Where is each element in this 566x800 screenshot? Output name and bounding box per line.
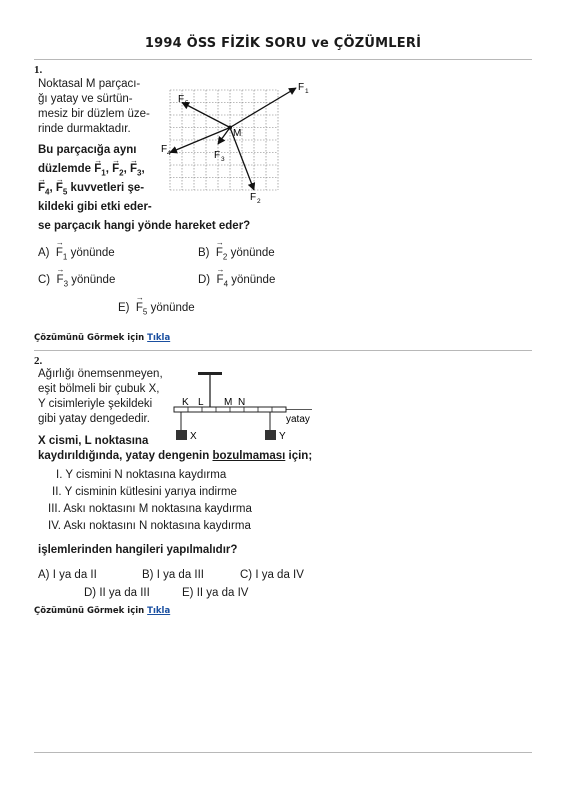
q2-lever-diagram bbox=[170, 366, 320, 446]
q1-question-line-4: kildeki gibi etki eder- bbox=[38, 201, 152, 213]
q2-intro-line-2: eşit bölmeli bir çubuk X, bbox=[38, 383, 160, 395]
q2-intro-line-3: Y cisimleriyle şekildeki bbox=[38, 398, 153, 410]
label-yatay: yatay bbox=[286, 414, 310, 425]
q2-question-line-2: kaydırıldığında, yatay dengenin bozulmaması için; bbox=[38, 450, 313, 462]
q1-intro-line-1: Noktasal M parçacı- bbox=[38, 78, 141, 90]
q2-solution-line: Çözümünü Görmek için Tıkla bbox=[34, 606, 171, 616]
label-x: X bbox=[190, 431, 197, 442]
q1-question-line-1: Bu parçacığa aynı bbox=[38, 144, 137, 156]
q1-option-b: $B) \to F_2$ yönünde bbox=[198, 247, 275, 261]
q2-item-2: II. Y cisminin kütlesini yarıya indirme bbox=[52, 486, 237, 498]
label-f5: F bbox=[178, 94, 185, 105]
q2-item-1: I. Y cismini N noktasına kaydırma bbox=[56, 469, 227, 481]
q2-solution-link[interactable]: Tıkla bbox=[147, 606, 171, 616]
question-1-number: 1. bbox=[34, 64, 43, 76]
q1-intro-line-2: ğı yatay ve sürtün- bbox=[38, 93, 133, 105]
q2-option-a: A) I ya da II bbox=[38, 569, 97, 581]
label-f3-sub: 3 bbox=[221, 156, 225, 163]
label-f4: F bbox=[161, 144, 168, 155]
q2-question-line-3: işlemlerinden hangileri yapılmalıdır? bbox=[38, 544, 238, 556]
mass-y bbox=[265, 430, 276, 440]
label-l: L bbox=[198, 397, 204, 408]
q1-option-e: $E) \to F_5$ yönünde bbox=[118, 302, 195, 316]
q2-option-c: C) I ya da IV bbox=[240, 569, 304, 581]
label-f5-sub: 5 bbox=[185, 100, 189, 107]
q2-question-line-1: X cismi, L noktasına bbox=[38, 435, 149, 447]
label-k: K bbox=[182, 397, 189, 408]
bottom-divider bbox=[34, 752, 532, 753]
ceiling-support bbox=[198, 372, 222, 375]
label-n: N bbox=[238, 397, 246, 408]
middle-divider bbox=[34, 350, 532, 351]
q2-item-4: IV. Askı noktasını N noktasına kaydırma bbox=[48, 520, 251, 532]
label-f1: F bbox=[298, 82, 305, 93]
underlined-word: bozulmaması bbox=[212, 450, 286, 462]
page-title: 1994 ÖSS FİZİK SORU ve ÇÖZÜMLERİ bbox=[144, 36, 422, 51]
q1-question-line-2: düzlemde → $F_1$, → $F_2$, → $F_3$, bbox=[38, 162, 145, 180]
q1-option-a: $A) \to F_1$ yönünde bbox=[38, 247, 115, 261]
label-f2: F bbox=[250, 192, 257, 203]
q2-item-3: III. Askı noktasını M noktasına kaydırma bbox=[48, 503, 252, 515]
question-2-number: 2. bbox=[34, 355, 43, 367]
q2-intro-line-1: Ağırlığı önemsenmeyen, bbox=[38, 368, 163, 380]
q1-question-line-5: se parçacık hangi yönde hareket eder? bbox=[38, 220, 251, 232]
q2-option-d: D) II ya da III bbox=[84, 587, 150, 599]
top-divider bbox=[34, 59, 532, 60]
mass-x bbox=[176, 430, 187, 440]
point-m bbox=[228, 126, 232, 130]
label-m: M bbox=[233, 128, 242, 139]
q2-intro-line-4: gibi yatay dengededir. bbox=[38, 413, 150, 425]
q1-option-c: $C) \to F_3$ yönünde bbox=[38, 274, 115, 288]
label-f4-sub: 4 bbox=[167, 150, 171, 157]
q1-intro-line-4: rinde durmaktadır. bbox=[38, 123, 131, 135]
label-f2-sub: 2 bbox=[257, 198, 261, 205]
q1-solution-link[interactable]: Tıkla bbox=[147, 333, 171, 343]
label-m: M bbox=[224, 397, 233, 408]
q2-option-e: E) II ya da IV bbox=[182, 587, 249, 599]
q1-option-d: $D) \to F_4$ yönünde bbox=[198, 274, 275, 288]
label-f3: F bbox=[214, 150, 221, 161]
force-f1-arrow bbox=[230, 88, 296, 128]
q2-option-b: B) I ya da III bbox=[142, 569, 204, 581]
label-y: Y bbox=[279, 431, 286, 442]
q1-question-line-3: → $F_4$, → $F_5$ kuvvetleri şe- bbox=[38, 181, 144, 199]
label-f1-sub: 1 bbox=[305, 88, 309, 95]
q1-force-diagram bbox=[160, 78, 320, 208]
q1-solution-line: Çözümünü Görmek için Tıkla bbox=[34, 333, 171, 343]
q1-intro-line-3: mesiz bir düzlem üze- bbox=[38, 108, 150, 120]
